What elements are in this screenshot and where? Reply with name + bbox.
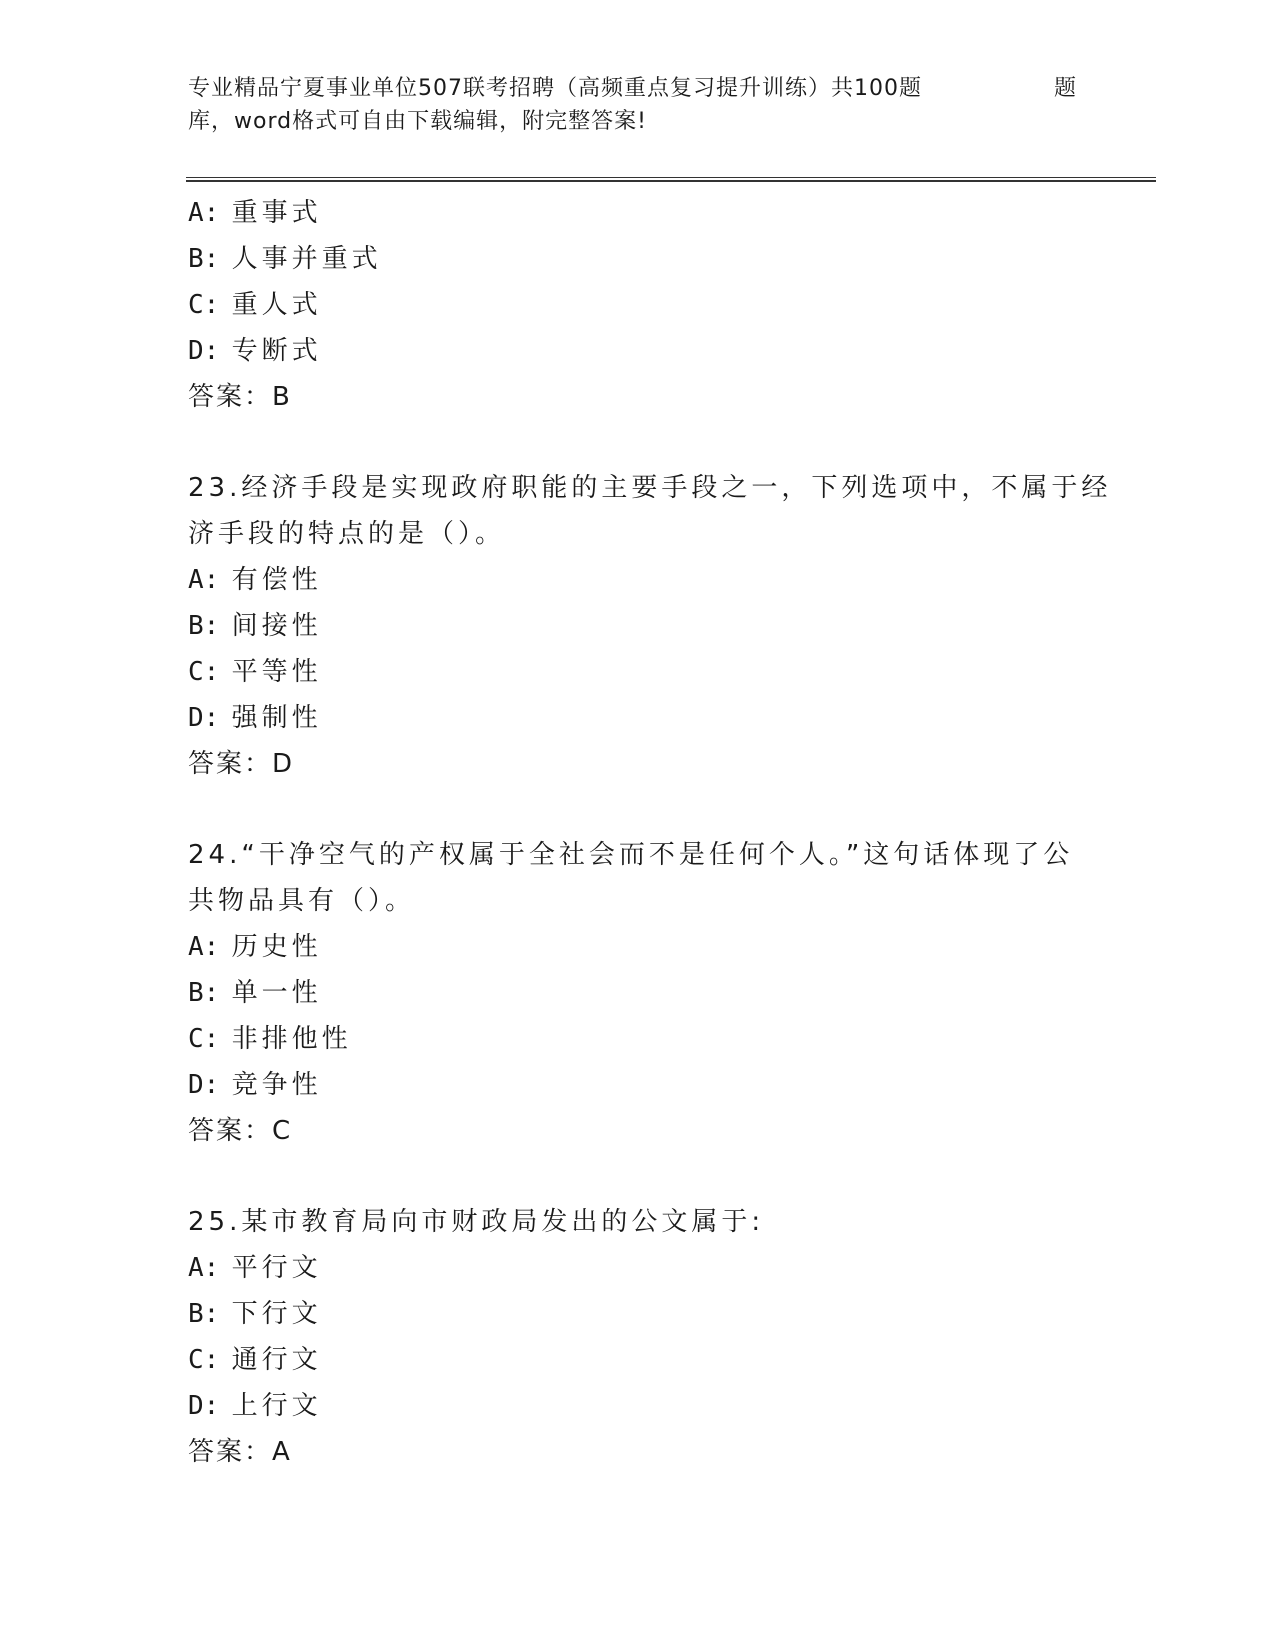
answer-value: B (272, 382, 290, 412)
option-letter: D: (188, 1391, 220, 1421)
option-c (188, 1016, 1088, 1062)
answer-value: C (272, 1116, 291, 1146)
option-d (188, 695, 1088, 741)
answer-line (188, 374, 1088, 420)
option-b (188, 236, 1088, 282)
option-text: 竞争性 (231, 1070, 322, 1100)
question-stem-text: 经济手段是实现政府职能的主要手段之一，下列选项中，不属于经 (241, 473, 1112, 503)
header-line-2: 库，word格式可自由下载编辑，附完整答案! (188, 109, 647, 134)
option-b (188, 603, 1088, 649)
option-a (188, 1245, 1088, 1291)
question-22 (188, 190, 1088, 420)
question-24 (188, 832, 1088, 1154)
header-divider (186, 177, 1156, 182)
option-text: 上行文 (231, 1391, 322, 1421)
question-stem-line-1 (188, 465, 1112, 511)
question-stem-line-2: 共物品具有（）。 (188, 886, 416, 916)
answer-line (188, 1429, 1088, 1475)
answer-line (188, 1108, 1088, 1154)
option-d (188, 1062, 1088, 1108)
option-text: 平行文 (231, 1253, 322, 1283)
header-line-1 (188, 72, 1088, 105)
option-d (188, 1383, 1088, 1429)
option-c (188, 1337, 1088, 1383)
spacer (188, 1154, 1088, 1199)
option-a (188, 190, 1088, 236)
option-letter: A: (188, 565, 220, 595)
question-list (188, 190, 1112, 1475)
option-text: 强制性 (231, 703, 322, 733)
option-letter: C: (188, 1024, 220, 1054)
option-letter: B: (188, 611, 220, 641)
option-c (188, 282, 1088, 328)
header-title-text: 专业精品宁夏事业单位507联考招聘（高频重点复习提升训练）共100题 (188, 76, 922, 101)
option-letter: A: (188, 932, 220, 962)
question-23 (188, 465, 1112, 787)
document-header (188, 72, 1088, 138)
option-b (188, 1291, 1088, 1337)
option-a (188, 924, 1088, 970)
option-text: 非排他性 (231, 1024, 352, 1054)
option-text: 平等性 (231, 657, 322, 687)
option-letter: A: (188, 1253, 220, 1283)
question-stem-text: “干净空气的产权属于全社会而不是任何个人。”这句话体现了公 (241, 840, 1074, 870)
option-text: 间接性 (231, 611, 322, 641)
option-letter: A: (188, 198, 220, 228)
option-letter: C: (188, 1345, 220, 1375)
option-letter: D: (188, 336, 220, 366)
answer-value: D (272, 749, 293, 779)
option-a (188, 557, 1088, 603)
question-stem-line-2: 济手段的特点的是（）。 (188, 519, 506, 549)
answer-line (188, 741, 1088, 787)
question-number: 24. (188, 840, 242, 870)
option-letter: C: (188, 657, 220, 687)
option-text: 人事并重式 (231, 244, 382, 274)
option-text: 通行文 (231, 1345, 322, 1375)
option-letter: B: (188, 1299, 220, 1329)
question-number: 23. (188, 473, 242, 503)
option-d (188, 328, 1088, 374)
question-stem-line-1 (188, 832, 1088, 878)
header-title-tail: 题 (1054, 76, 1078, 101)
question-25 (188, 1199, 1088, 1475)
answer-label: 答案： (188, 1116, 273, 1146)
option-letter: C: (188, 290, 220, 320)
answer-label: 答案： (188, 1437, 273, 1467)
question-stem-line-1 (188, 1199, 1088, 1245)
option-text: 下行文 (231, 1299, 322, 1329)
spacer (188, 787, 1088, 832)
question-number: 25. (188, 1207, 242, 1237)
answer-value: A (272, 1437, 290, 1467)
answer-label: 答案： (188, 382, 273, 412)
option-text: 重事式 (231, 198, 322, 228)
option-text: 单一性 (231, 978, 322, 1008)
option-text: 重人式 (231, 290, 322, 320)
spacer (188, 420, 1088, 465)
option-c (188, 649, 1088, 695)
option-letter: B: (188, 978, 220, 1008)
option-letter: B: (188, 244, 220, 274)
option-b (188, 970, 1088, 1016)
option-letter: D: (188, 1070, 220, 1100)
option-text: 专断式 (231, 336, 322, 366)
option-letter: D: (188, 703, 220, 733)
option-text: 历史性 (231, 932, 322, 962)
question-stem-text: 某市教育局向市财政局发出的公文属于: (241, 1207, 765, 1237)
option-text: 有偿性 (231, 565, 322, 595)
answer-label: 答案： (188, 749, 273, 779)
